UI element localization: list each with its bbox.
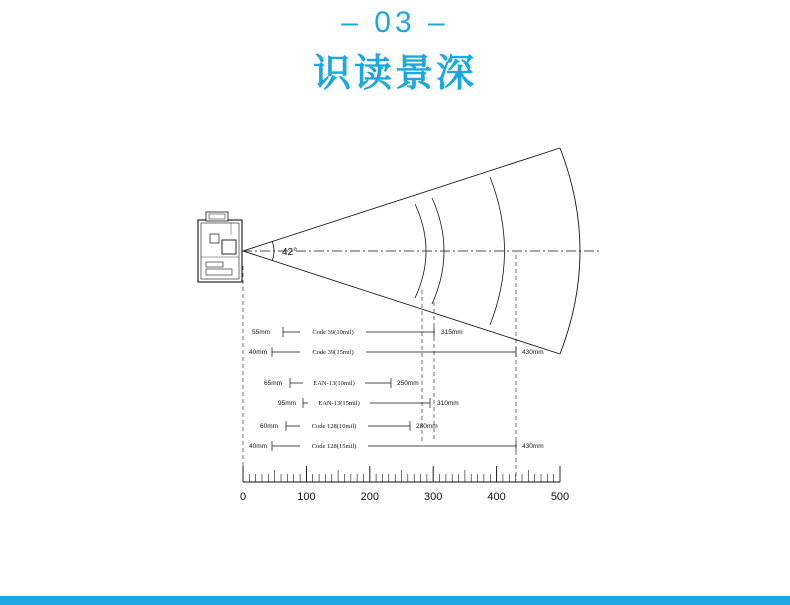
axis-tick-label: 500 xyxy=(550,491,570,503)
depth-of-field-diagram xyxy=(0,130,790,550)
range-row xyxy=(252,325,463,338)
range-code-label: Code 128(15mil) xyxy=(311,443,357,450)
angle-indicator xyxy=(272,241,297,261)
axis-tick-label: 100 xyxy=(297,491,316,503)
range-near-label: 95mm xyxy=(277,400,297,407)
scale-ruler xyxy=(240,466,569,503)
range-row xyxy=(249,345,544,358)
range-far-label: 430mm xyxy=(522,349,544,356)
page-header xyxy=(0,0,790,100)
range-near-label: 40mm xyxy=(248,349,268,356)
range-far-label: 280mm xyxy=(416,423,438,430)
range-code-label: Code 39(10mil) xyxy=(312,329,354,336)
range-far-label: 250mm xyxy=(397,380,419,387)
angle-label: 42° xyxy=(282,247,298,258)
barcode-scanner-module xyxy=(198,212,242,282)
range-row xyxy=(260,419,438,432)
axis-tick-label: 400 xyxy=(487,491,506,503)
range-code-label: Code 128(10mil) xyxy=(311,423,357,430)
range-row xyxy=(278,396,459,409)
range-near-label: 60mm xyxy=(259,423,279,430)
range-code-label: EAN-13(15mil) xyxy=(318,400,360,407)
range-code-label: EAN-13(10mil) xyxy=(313,380,355,387)
bottom-accent-bar xyxy=(0,596,790,605)
range-near-label: 40mm xyxy=(248,443,268,450)
range-row xyxy=(264,376,419,389)
range-far-label: 310mm xyxy=(437,400,459,407)
axis-tick-label: 200 xyxy=(360,491,379,503)
range-near-label: 65mm xyxy=(263,380,283,387)
range-near-label: 55mm xyxy=(251,329,271,336)
range-far-label: 315mm xyxy=(441,329,463,336)
range-row xyxy=(249,439,544,452)
section-number: – 03 – xyxy=(341,6,449,39)
range-code-label: Code 39(15mil) xyxy=(312,349,354,356)
page-title: 识读景深 xyxy=(312,53,477,95)
axis-tick-label: 0 xyxy=(239,491,247,503)
axis-tick-label: 300 xyxy=(424,491,443,503)
range-far-label: 430mm xyxy=(522,443,544,450)
